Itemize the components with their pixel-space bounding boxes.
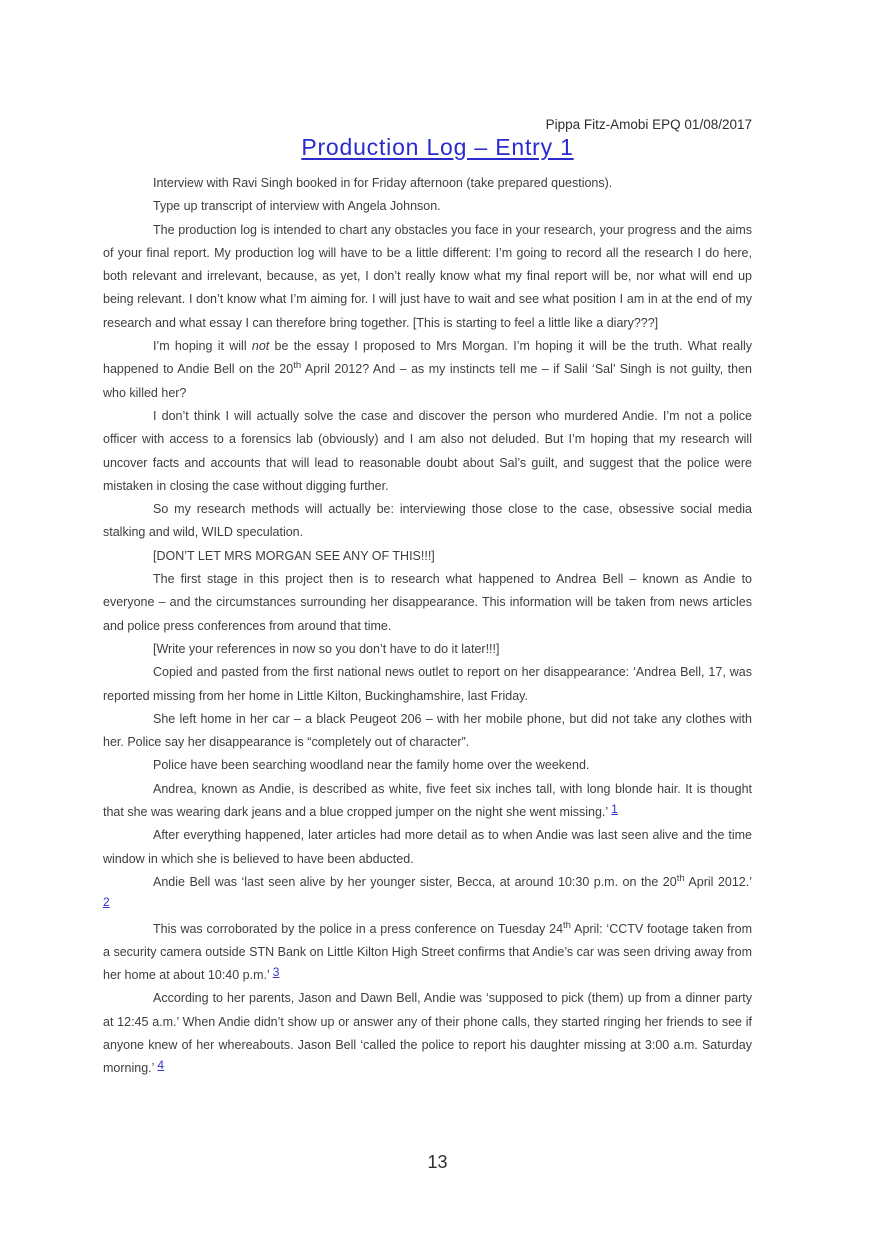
paragraph-1: Interview with Ravi Singh booked in for Friday afternoon (take prepared questions). (153, 176, 613, 190)
paragraph-7: [DON’T LET MRS MORGAN SEE ANY OF THIS!!!] (153, 548, 435, 563)
paragraph-10: Copied and pasted from the first national news outlet to report on her disappearance: ‘Andrea Bell, 17, was reported missing from her home in Little Kilton, Buckinghamshire, last Friday. (103, 665, 752, 703)
footnote-ref-2[interactable]: 2 (103, 894, 110, 909)
paragraph-13 (103, 778, 752, 825)
paragraph-3: The production log is intended to chart any obstacles you face in your research, your progress and the aims of your final report. My production log will have to be a little different: I’m going to record all the research I do here, both relevant and irrelevant, because, as yet, I don’t really know what my final report will be, nor what will end up being relevant. I don’t know what I’m aiming for. I will just have to wait and see what position I am in at the end of my research and what essay I can therefore bring together. [This is starting to feel a little like a diary???] (103, 222, 752, 330)
italic-not: not (251, 339, 270, 354)
ordinal-superscript: th (293, 360, 302, 372)
document-title: Production Log – Entry 1 (301, 134, 574, 160)
footnote-ref-4[interactable]: 4 (157, 1057, 165, 1072)
paragraph-17 (103, 987, 752, 1080)
paragraph-4-text: April 2012? And – as my instincts tell me – if Salil ‘Sal’ Singh is not guilty, then who killed her? (103, 362, 752, 400)
paragraph-8: The first stage in this project then is to research what happened to Andrea Bell – known as Andie to everyone – and the circumstances surrounding her disappearance. This information will be taken from news articles and police press conferences from around that time. (103, 572, 752, 633)
paragraph-9: [Write your references in now so you don’t have to do it later!!!] (153, 641, 500, 656)
paragraph-15-footnote-line (103, 894, 752, 917)
paragraph-13-text: Andrea, known as Andie, is described as white, five feet six inches tall, with long blonde hair. It is thought that she was wearing dark jeans and a blue cropped jumper on the night she went missing.’ (103, 781, 752, 820)
paragraph-15-text: Andie Bell was ‘last seen alive by her younger sister, Becca, at around 10:30 p.m. on the 20 (153, 874, 677, 889)
page-header: Pippa Fitz-Amobi EPQ 01/08/2017 (545, 117, 752, 132)
paragraph-15 (103, 871, 752, 894)
footnote-ref-1[interactable]: 1 (611, 801, 618, 816)
ordinal-superscript: th (563, 919, 571, 931)
paragraph-4-text: be the essay I proposed to Mrs Morgan. I’m hoping it will be the truth. What really happened to Andie Bell on the 20 (103, 339, 753, 377)
paragraph-4 (103, 335, 752, 405)
paragraph-16 (103, 918, 752, 988)
document-body (103, 172, 752, 1081)
paragraph-2: Type up transcript of interview with Angela Johnson. (153, 199, 441, 214)
ordinal-superscript: th (676, 872, 685, 884)
paragraph-5: I don’t think I will actually solve the case and discover the person who murdered Andie. I’m not a police officer with access to a forensics lab (obviously) and I am also not deluded. But I’m hoping that my research will uncover facts and accounts that will lead to reasonable doubt about Sal’s guilt, and suggest that the police were mistaken in closing the case without digging further. (103, 408, 752, 493)
footnote-ref-3[interactable]: 3 (272, 964, 280, 979)
paragraph-4-text: I’m hoping it will (153, 339, 252, 354)
paragraph-12: Police have been searching woodland near the family home over the weekend. (153, 758, 590, 773)
paragraph-11: She left home in her car – a black Peugeot 206 – with her mobile phone, but did not take any clothes with her. Police say her disappearance is “completely out of character”. (103, 711, 752, 750)
paragraph-14: After everything happened, later articles had more detail as to when Andie was last seen alive and the time window in which she is believed to have been abducted. (103, 828, 752, 866)
page-number: 13 (427, 1152, 448, 1172)
paragraph-16-text: This was corroborated by the police in a press conference on Tuesday 24 (153, 921, 564, 936)
paragraph-17-text: According to her parents, Jason and Dawn Bell, Andie was ‘supposed to pick (them) up from a dinner party at 12:45 a.m.’ When Andie didn’t show up or answer any of their phone calls, they started ringing her friends to see if anyone knew of her whereabouts. Jason Bell ‘called the police to report his daughter missing at 3:00 a.m. Saturday morning.’ (103, 991, 752, 1076)
paragraph-6: So my research methods will actually be: interviewing those close to the case, obsessive social media stalking and wild, WILD speculation. (103, 502, 752, 540)
paragraph-16-text: April: ‘CCTV footage taken from a security camera outside STN Bank on Little Kilton High Street confirms that Andie’s car was seen driving away from her home at about 10:40 p.m.’ (103, 921, 752, 983)
paragraph-15-text: April 2012.’ (684, 874, 752, 889)
